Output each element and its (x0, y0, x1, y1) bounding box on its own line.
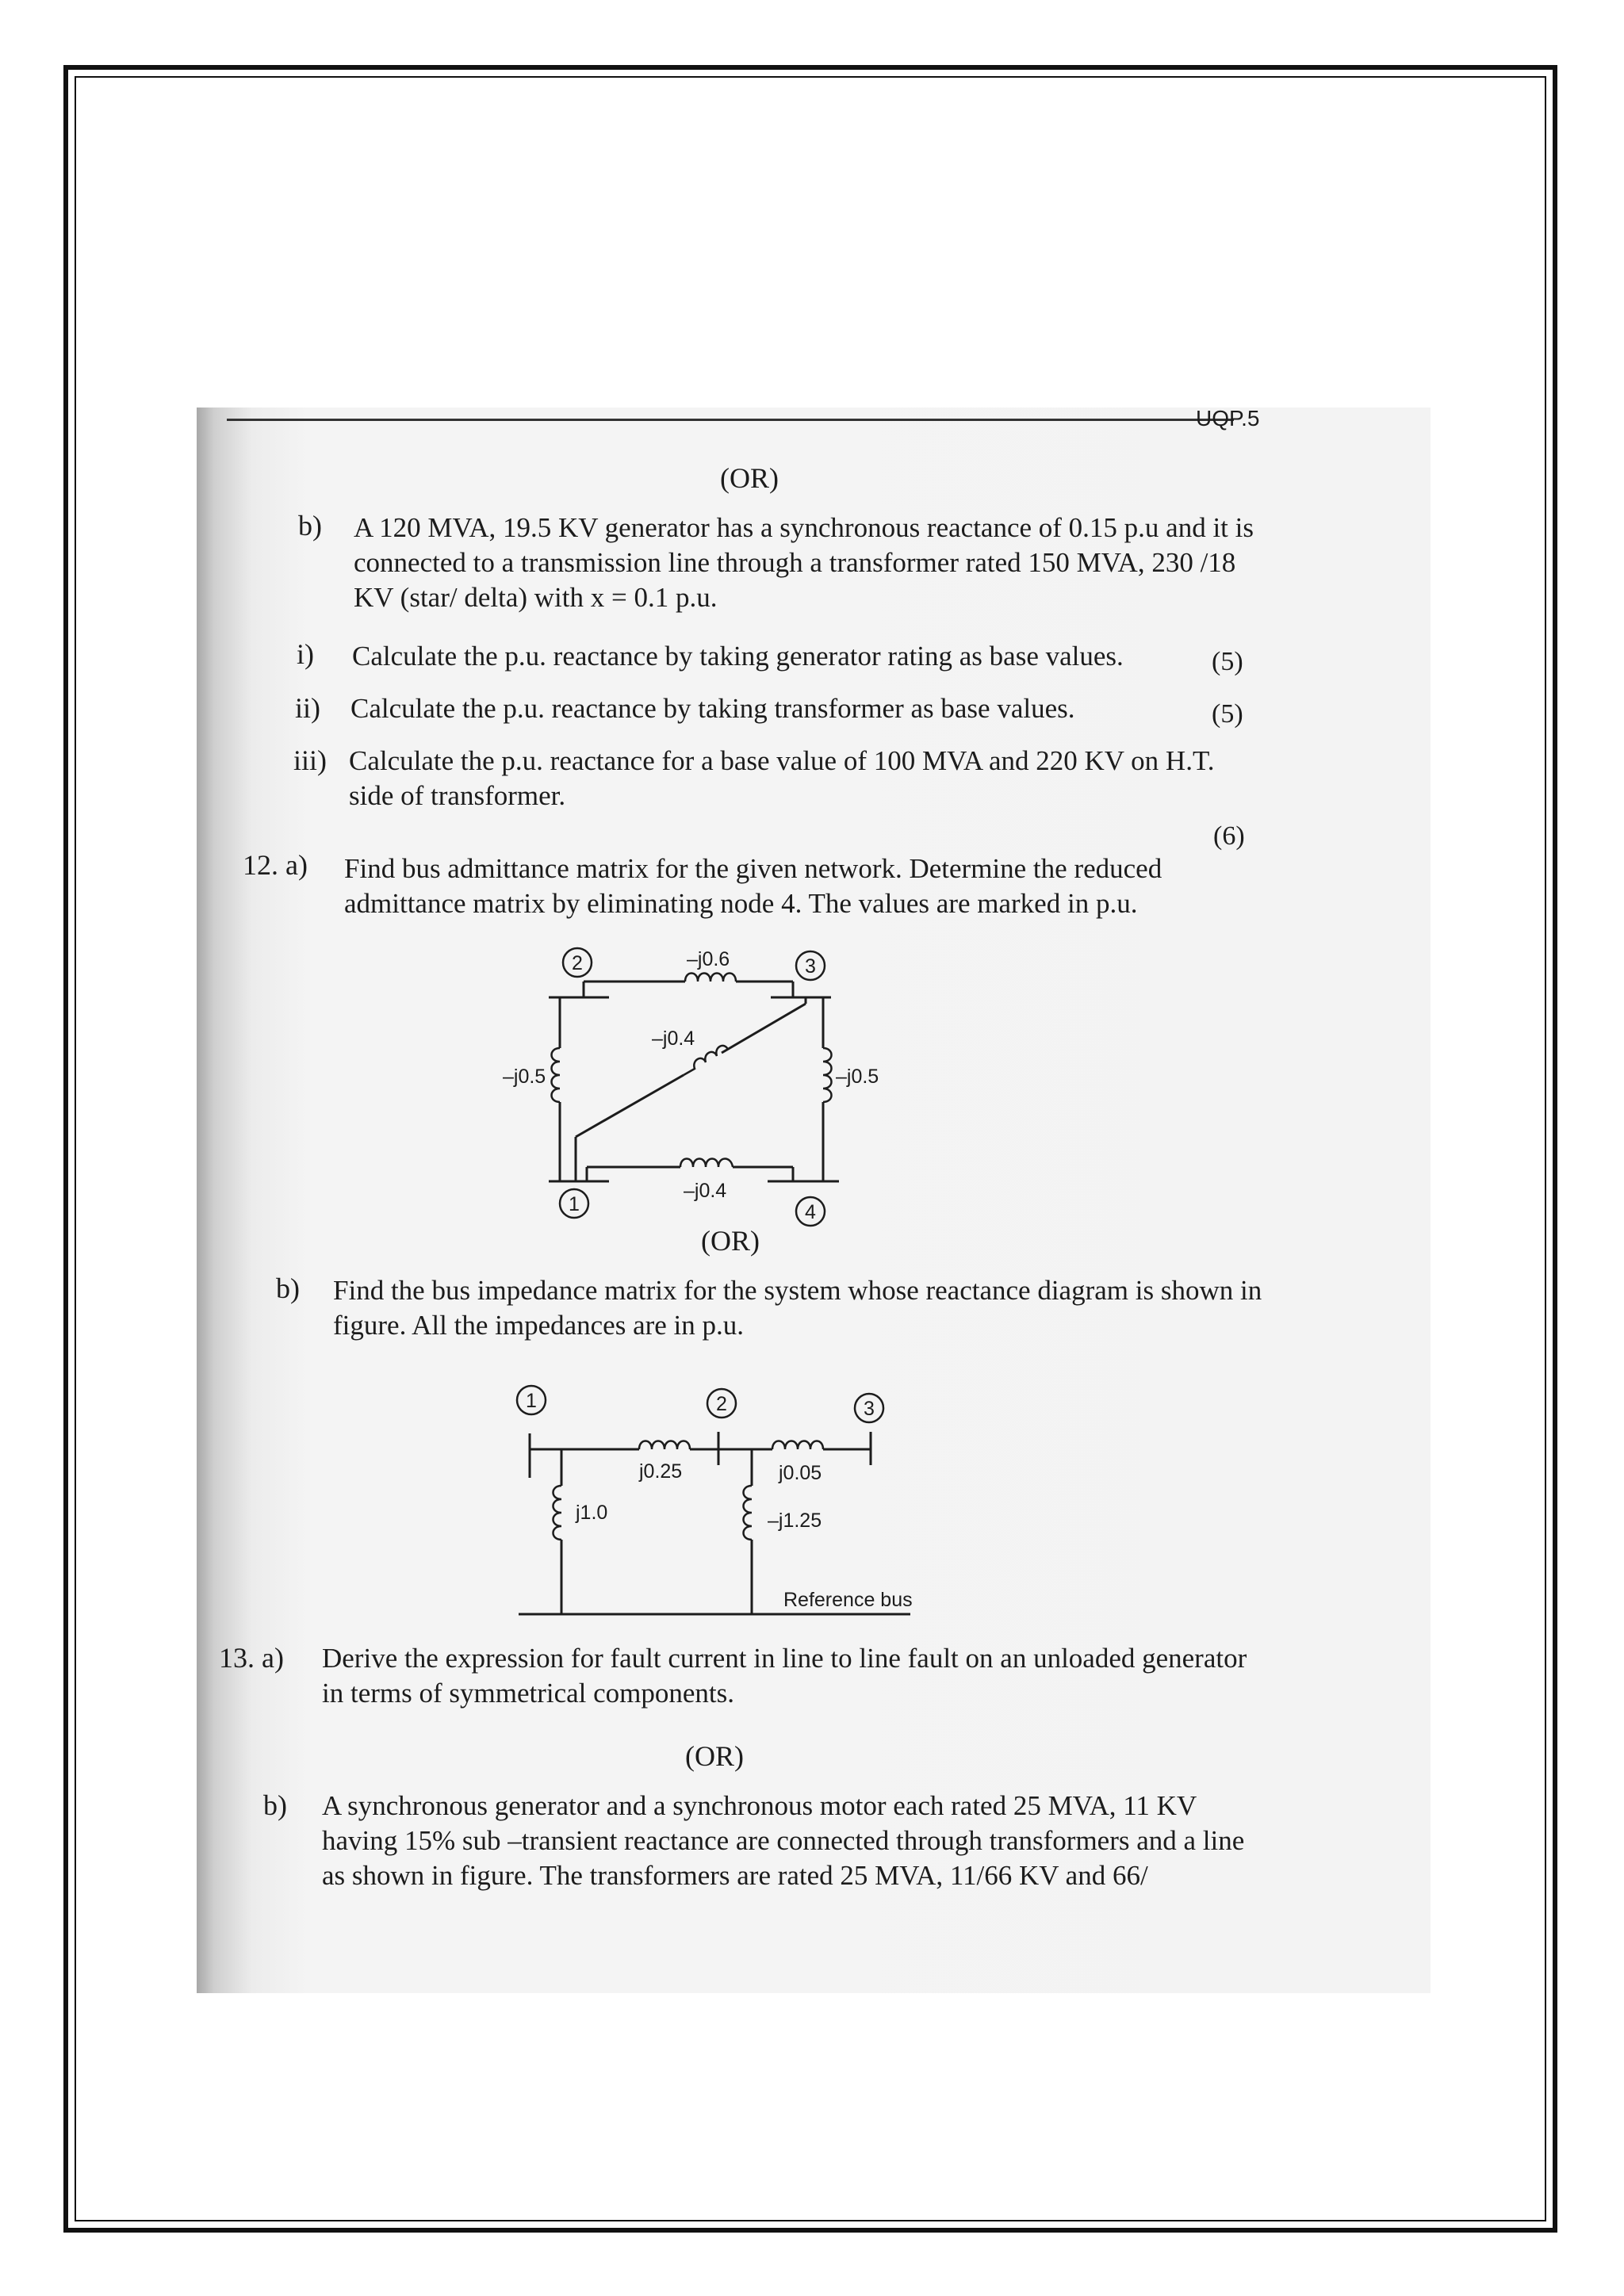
reactance-label: j0.05 (779, 1462, 822, 1484)
question-label: b) (298, 510, 322, 541)
subpart-label: ii) (295, 692, 320, 724)
reactance-label: –j0.5 (836, 1066, 879, 1088)
subpart-text: Calculate the p.u. reactance by taking generator rating as base values. (352, 641, 1124, 672)
subpart-label: i) (297, 638, 314, 670)
scanned-page (197, 408, 1431, 1993)
node-label: 3 (805, 955, 816, 978)
page-id: UQP.5 (1196, 408, 1260, 430)
or-divider: (OR) (701, 1225, 760, 1257)
bus-network-diagram (498, 947, 910, 1256)
subpart-text: Calculate the p.u. reactance by taking transformer as base values. (350, 693, 1075, 724)
node-label: 1 (569, 1193, 580, 1215)
subpart-text: Calculate the p.u. reactance for a base value of 100 MVA and 220 KV on H.T. side of transformer. (349, 745, 1215, 811)
question-label: b) (276, 1272, 300, 1304)
reactance-label: –j0.4 (684, 1180, 727, 1202)
node-label: 3 (864, 1398, 875, 1420)
header-rule (227, 419, 1234, 421)
reactance-label: –j0.6 (687, 948, 730, 970)
node-label: 2 (716, 1393, 727, 1415)
node-label: 4 (805, 1201, 816, 1223)
question-text: A 120 MVA, 19.5 KV generator has a synchronous reactance of 0.15 p.u and it is connected to a transmission line through a transformer rated 150 MVA, 230 /18 KV (star/ delta) with x = 0.1 p.u. (354, 512, 1254, 613)
reactance-label: j1.0 (576, 1502, 608, 1524)
reactance-label: –j0.5 (503, 1066, 546, 1088)
reactance-label: j0.25 (639, 1460, 683, 1483)
reactance-label: –j1.25 (768, 1510, 822, 1532)
reactance-diagram (514, 1376, 990, 1638)
reactance-label: –j0.4 (652, 1027, 695, 1050)
node-label: 2 (572, 952, 583, 974)
question-label: 13. a) (219, 1642, 284, 1674)
marks: (5) (1212, 647, 1243, 676)
or-divider: (OR) (720, 462, 779, 494)
question-text: Find the bus impedance matrix for the system whose reactance diagram is shown in figure. All the impedances are in p.u. (333, 1275, 1262, 1341)
marks: (6) (1213, 821, 1245, 851)
marks: (5) (1212, 699, 1243, 729)
question-text: Find bus admittance matrix for the given network. Determine the reduced admittance matrix by eliminating node 4. The values are marked in p.u. (344, 853, 1162, 919)
question-label: 12. a) (243, 849, 308, 881)
or-divider: (OR) (685, 1740, 744, 1772)
question-label: b) (263, 1789, 287, 1821)
question-text: Derive the expression for fault current in line to line fault on an unloaded generator in terms of symmetrical components. (322, 1643, 1247, 1709)
node-label: 1 (526, 1390, 537, 1412)
reference-bus-label: Reference bus (783, 1589, 913, 1611)
subpart-label: iii) (293, 744, 327, 776)
question-text: A synchronous generator and a synchronous motor each rated 25 MVA, 11 KV having 15% sub –transient reactance are connected through transformers and a line as shown in figure. The transformers are rated 25 MVA, 11/66 KV and 66/ (322, 1790, 1245, 1891)
